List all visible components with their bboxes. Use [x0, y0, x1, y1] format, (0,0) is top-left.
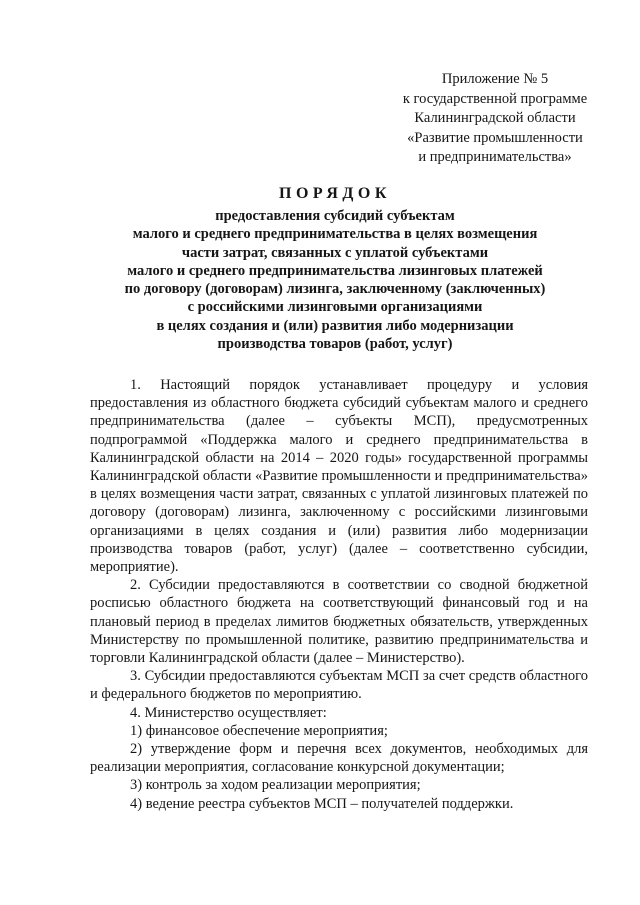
list-item: 1) финансовое обеспечение мероприятия;: [130, 722, 388, 739]
title-line: малого и среднего предпринимательства в целях возмещения: [132, 226, 538, 243]
title-heading: ПОРЯДОК: [279, 185, 391, 202]
list-item: 2) утверждение форм и перечня всех документов, необходимых для реализации мероприятия, согласование конкурсной документации;: [90, 741, 588, 776]
paragraph-3: 3. Субсидии предоставляются субъектам МСП за счет средств областного и федерального бюджетов по мероприятию.: [90, 668, 588, 703]
document-body: [90, 376, 588, 813]
list-item: 4) ведение реестра субъектов МСП – получателей поддержки.: [130, 795, 514, 812]
appendix-line: «Развитие промышленности: [407, 129, 583, 146]
title-line: части затрат, связанных с уплатой субъектами: [181, 244, 489, 261]
paragraph-2: 2. Субсидии предоставляются в соответствии со сводной бюджетной росписью областного бюджета на соответствующий финансовый год и на плановый период в пределах лимитов бюджетных обязательств, утвержденных Министерству по промышленной политике, развитию предпринимательства и торговли Калининградской области (далее – Министерство).: [90, 577, 588, 667]
appendix-line: и предпринимательства»: [418, 149, 572, 165]
title-line: производства товаров (работ, услуг): [217, 336, 453, 353]
title-line: предоставления субсидий субъектам: [215, 208, 455, 224]
title-line: по договору (договорам) лизинга, заключенному (заключенных): [124, 281, 546, 298]
paragraph-1: 1. Настоящий порядок устанавливает процедуру и условия предоставления из областного бюджета субсидий субъектам малого и среднего предпринимательства (далее – субъекты МСП), предусмотренных подпрограммой «Поддержка малого и среднего предпринимательства в Калининградской области на 2014 – 2020 годы» государственной программы Калининградской области «Развитие промышленности и предпринимательства» в целях возмещения части затрат, связанных с уплатой лизинговых платежей по договору (договорам) лизинга, заключенному с российскими лизинговыми организациями в целях создания и (или) развития либо модернизации производства товаров (работ, услуг) (далее – соответственно субсидии, мероприятие).: [90, 377, 588, 576]
appendix-line: Калининградской области: [414, 110, 576, 126]
title-line: с российскими лизинговыми организациями: [187, 299, 483, 316]
appendix-line: к государственной программе: [402, 90, 588, 107]
title-line: в целях создания и (или) развития либо модернизации: [156, 317, 514, 334]
list-item: 3) контроль за ходом реализации мероприятия;: [130, 777, 421, 794]
appendix-header: [380, 70, 610, 168]
appendix-line: Приложение № 5: [441, 71, 549, 87]
paragraph-4: 4. Министерство осуществляет:: [130, 704, 327, 721]
document-title: [100, 183, 570, 353]
title-line: малого и среднего предпринимательства лизинговых платежей: [127, 262, 543, 279]
